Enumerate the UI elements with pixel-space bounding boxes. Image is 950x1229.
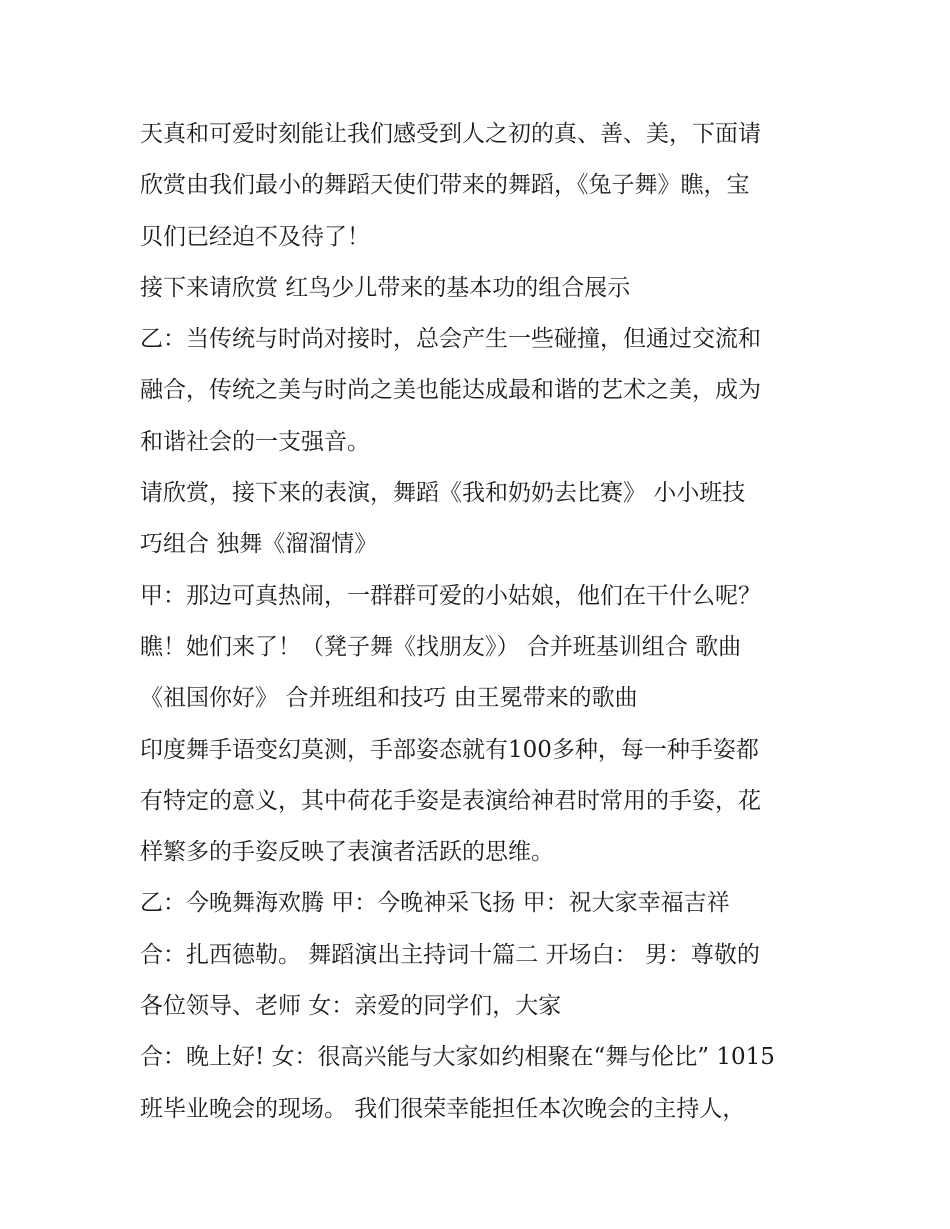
text-line-4: 接下来请欣赏 红鸟少儿带来的基本功的组合展示 <box>140 274 631 301</box>
text-line-13: 印度舞手语变幻莫测，手部姿态就有100多种，每一种手姿都 <box>140 736 759 763</box>
text-line-10: 甲：那边可真热闹，一群群可爱的小姑娘，他们在干什么呢？ <box>140 582 761 609</box>
text-line-2: 欣赏由我们最小的舞蹈天使们带来的舞蹈，《兔子舞》瞧，宝 <box>140 172 750 199</box>
text-line-19: 合：晚上好! 女：很高兴能与大家如约相聚在“舞与伦比” 1015 <box>140 1044 775 1071</box>
text-line-9: 巧组合 独舞《溜溜情》 <box>140 531 378 558</box>
text-line-8: 请欣赏，接下来的表演，舞蹈《我和奶奶去比赛》 小小班技 <box>140 480 746 507</box>
text-line-20: 班毕业晚会的现场。 我们很荣幸能担任本次晚会的主持人， <box>140 1095 746 1122</box>
document-body <box>140 109 830 1135</box>
text-line-5: 乙：当传统与时尚对接时，总会产生一些碰撞，但通过交流和 <box>140 326 761 353</box>
text-line-6: 融合，传统之美与时尚之美也能达成最和谐的艺术之美，成为 <box>140 377 761 404</box>
text-line-7: 和谐社会的一支强音。 <box>140 428 370 455</box>
text-line-3: 贝们已经迫不及待了！ <box>140 223 370 250</box>
text-line-18: 各位领导、老师 女：亲爱的同学们，大家 <box>140 993 562 1020</box>
text-line-1: 天真和可爱时刻能让我们感受到人之初的真、善、美，下面请 <box>140 121 761 147</box>
text-line-12: 《祖国你好》 合并班组和技巧 由王冕带来的歌曲 <box>140 685 638 712</box>
text-line-15: 样繁多的手姿反映了表演者活跃的思维。 <box>140 839 554 866</box>
text-line-17: 合：扎西德勒。 舞蹈演出主持词十篇二 开场白： 男：尊敬的 <box>140 941 760 968</box>
text-line-11: 瞧！她们来了！（凳子舞《找朋友》） 合并班基训组合 歌曲 <box>140 633 742 660</box>
text-line-14: 有特定的意义，其中荷花手姿是表演给神君时常用的手姿，花 <box>140 787 761 814</box>
text-line-16: 乙：今晚舞海欢腾 甲：今晚神采飞扬 甲：祝大家幸福吉祥 <box>140 890 730 917</box>
